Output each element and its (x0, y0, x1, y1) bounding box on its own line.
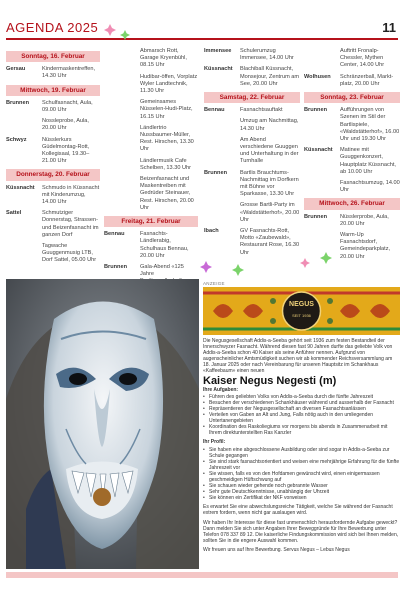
entry-text: Ländlertrio Nussbaumer-Müller, Rest. Hirschen, 13.30 Uhr (140, 124, 194, 153)
entry-text: Am Abend verschiedene Guuggen und Unterhaltung in der Turnhalle (240, 136, 299, 165)
entry-text: Blachiball Küssnacht, Monsejour, Zentrum am See, 20.00 Uhr (240, 66, 300, 87)
agenda-entry (104, 158, 198, 172)
confetti-icon (104, 24, 116, 36)
entry-place (204, 202, 240, 224)
page-title: AGENDA 2025 (6, 20, 99, 35)
entry-place (104, 158, 140, 172)
day-header: Sonntag, 23. Februar (304, 92, 400, 103)
day-header: Donnerstag, 20. Februar (6, 169, 100, 180)
agenda-entry (6, 66, 100, 80)
entry-place (204, 137, 240, 166)
entry-place: Schwyz (6, 136, 27, 143)
agenda-entry (204, 202, 300, 224)
confetti-icon (200, 261, 212, 273)
entry-place (104, 99, 140, 121)
entry-text: Tagwache Guuggenmusig LTB, Dorf Sattel, 05.00 Uhr (42, 243, 97, 264)
agenda-entry (6, 243, 100, 265)
day-header: Sonntag, 16. Februar (6, 51, 100, 62)
list-item: • Sie können ein Zertifikat der NKF vorweisen (203, 495, 400, 501)
entry-text: Matinee mit Guuggenkonzert, Hauptplatz Küssnacht, ab 10.00 Uhr (340, 147, 396, 175)
entry-place: Gersau (6, 66, 26, 73)
agenda-entry (304, 180, 400, 194)
entry-place (6, 243, 42, 265)
entry-place (104, 176, 140, 212)
entry-text: Schmudo in Küssnacht mit Kinderumzug, 14.00 Uhr (42, 184, 100, 206)
page-number: 11 (382, 20, 396, 35)
entry-text: Kindermaskentreffen, 14.30 Uhr (42, 66, 96, 80)
agenda-entry (204, 48, 300, 62)
agenda-entry (6, 118, 100, 132)
agenda-entry (304, 147, 400, 176)
list-item: • Führen des geliebten Volks von Addis-a-Seeba durch die fünfte Jahreszeit (203, 394, 400, 400)
agenda-entry (304, 107, 400, 143)
entry-place: Sattel (6, 210, 22, 217)
ad-headline: Kaiser Negus Negesti (m) (203, 374, 337, 387)
entry-text: Beizenfasnacht und Maskentreiben mit Gedrüder Steinauer, Rest. Hirschen, 20.00 Uhr (140, 176, 194, 211)
agenda-entry (204, 118, 300, 132)
agenda-entry (6, 210, 100, 239)
entry-text: Schulfasnacht, Aula, 09.00 Uhr (42, 99, 93, 114)
ad-offer: Es erwartet Sie eine abwechslungsreiche Tätigkeit, welche Sie während der Fasnacht extrem fordern, wenn nicht gar auslaugen wird. (203, 504, 393, 517)
list-item: • Sehr gute Deutschkenntnisse, unabhängig der Uhrzeit (203, 489, 400, 495)
list-item: • Verteilen von Gaben an Alt und Jung, Falls nötig auch in den umliegenden Untertanengebieten (203, 412, 400, 424)
entry-text: Schränzerball, Markt-platz, 20.00 Uhr (340, 73, 394, 87)
entry-text: Hudibar-öffen, Vorplatz Wyler Landtechnik, 11.30 Uhr (140, 73, 198, 95)
agenda-entry (304, 74, 400, 88)
agenda-column-4 (304, 48, 400, 265)
agenda-entry (304, 232, 400, 261)
agenda-entry (204, 107, 300, 114)
agenda-entry (304, 214, 400, 228)
agenda-entry (204, 228, 300, 257)
entry-text: Abmarsch Rott, Garage Kryenbühl, 08.15 Uhr (140, 48, 187, 69)
entry-place (304, 48, 340, 70)
list-item: • Sie schauen wieder gehende noch gebrannte Wasser (203, 483, 400, 489)
agenda-entry (104, 176, 198, 212)
agenda-entry (104, 231, 198, 260)
carnival-mask-photo (6, 279, 199, 569)
entry-text: Warm-Up Fasnachtsdorf, Gemeindeparkplatz, 20.00 Uhr (340, 232, 391, 260)
ad-label: ANZEIGE (203, 281, 225, 286)
ad-brand: NEGUS (289, 301, 314, 308)
ad-tasks-title: Ihre Aufgaben: (203, 386, 239, 393)
confetti-icon (232, 264, 244, 276)
list-item: • Sie wissen, falls es von den Hofdamen gewünscht wird, einen einigermassen geschmeidigen Hüftschwung auf (203, 471, 400, 483)
agenda-column-1 (6, 48, 100, 269)
agenda-entry (104, 125, 198, 154)
entry-place: Wolhusen (304, 73, 331, 80)
entry-place (304, 180, 340, 194)
ad-closing: Wir freuen uns auf Ihre Bewerbung. Servus Negus – Lebus Negus (203, 546, 350, 553)
agenda-entry (104, 99, 198, 121)
entry-place (104, 48, 140, 70)
entry-text: Gemeinsames Nüsselen-Hudi-Platz, 16.15 Uhr (140, 99, 193, 120)
entry-place: Bennau (104, 231, 125, 238)
entry-place: Brunnen (304, 213, 327, 220)
list-item: • Repräsentieren der Negusgesellschaft an diversen Fasnachtsanlässen (203, 406, 400, 412)
agenda-entry (104, 48, 198, 70)
entry-place: Ibach (204, 228, 219, 235)
entry-text: Nüsslerkurs Güdelmontag-Rott, Kollegisaal, 19.30–21.00 Uhr (42, 136, 90, 165)
entry-place: Bennau (204, 107, 225, 114)
entry-text: GV Fasnachts-Rott, Motto «Zaubewald», Restaurant Rose, 16.30 Uhr (240, 228, 300, 256)
entry-place: Brunnen (104, 264, 127, 271)
ad-profile-list (203, 447, 400, 502)
entry-text: Aufführungen von Szenen im Stil der Bartlispiele, «Waldstätterhof», 16.00 Uhr und 19.30 Uhr (340, 107, 400, 143)
day-header: Samstag, 22. Februar (204, 92, 300, 103)
entry-place: Immensee (204, 48, 232, 54)
ad-since: SEIT 1936 (292, 313, 311, 318)
list-item: • Sie haben eine abgeschlossene Ausbildung oder sind sogar in Addis-a-Seeba zur Schule gegangen (203, 447, 400, 459)
list-item: • Koordination des Raskoliegiums vor morgens bis abends in Zusammenarbeit mit Ihrem direktunterstellten Ras Kanzler (203, 424, 400, 436)
entry-place (104, 125, 140, 154)
entry-place: Küssnacht (204, 66, 233, 73)
day-header: Mittwoch, 19. Februar (6, 85, 100, 96)
header-rule (6, 38, 398, 40)
entry-text: Bartlis Brauchtums-Nachmittag im Dorfkern mit Bühne vor Sparkasse, 13.30 Uhr (240, 169, 299, 198)
entry-text: Umzug am Nachmittag, 14.30 Uhr (240, 118, 299, 132)
agenda-entry (6, 185, 100, 207)
list-item: • Besuchen der verschiedenen Schankhäuser während und ausserhalb der Fasnacht (203, 400, 400, 406)
entry-place: Küssnacht (6, 184, 35, 191)
day-header: Mittwoch, 26. Februar (304, 198, 400, 209)
agenda-entry (304, 48, 400, 70)
entry-text: Fasnachts-Ländlerabig, Schulhaus Bennau, 20.00 Uhr (140, 231, 189, 259)
entry-place (204, 118, 240, 132)
entry-place: Brunnen (6, 99, 29, 106)
mask-illustration (6, 279, 199, 569)
list-item: • Sie sind stark fasnachtsorientiert und weisen eine mehrjährige Erfahrung für die fünfte Jahreszeit vor (203, 459, 400, 471)
entry-place: Küssnacht (304, 147, 333, 154)
agenda-entry (6, 100, 100, 114)
entry-text: Grosse Bartli-Party im «Waldstätterhof», 20.00 Uhr (240, 202, 300, 223)
agenda-column-3 (204, 48, 300, 261)
agenda-entry (104, 74, 198, 96)
day-header: Freitag, 21. Februar (104, 216, 198, 227)
ad-body (203, 338, 400, 553)
agenda-entry (204, 66, 300, 88)
entry-place (304, 232, 340, 261)
entry-place: Brunnen (204, 169, 227, 176)
agenda-entry (6, 137, 100, 166)
entry-text: Fasnachtsauftakt (240, 107, 283, 114)
ad-contact: Wir haben Ihr Interesse für diese fast unmenschlich herausfordernde Aufgabe geweckt? Dann melden Sie sich unter Angaben Ihrer Beweggründe für Ihre Bewerbung unter Telefon 078 337 89 12. Die kaiserliche Findungskommission wird sich bei Ihnen melden, sollten Sie in die engere Auswahl kommen. (203, 519, 399, 544)
entry-text: Fasnachtsumzug, 14.00 Uhr (340, 180, 400, 194)
negus-crest-icon (283, 292, 321, 330)
entry-place (104, 74, 140, 96)
entry-place: Brunnen (304, 107, 327, 114)
ad-banner-art (203, 287, 400, 335)
entry-text: Nüsslerprobe, Aula, 20.00 Uhr (340, 213, 389, 227)
entry-text: Nossleprobe, Aula, 20.00 Uhr (42, 118, 89, 132)
entry-text: Ländlermusik Cafe Schelben, 13.30 Uhr (140, 157, 191, 171)
ad-intro: Die Negusgesellschaft Addis-a-Seeba gehört seit 1936 zum festen Bestandteil der Innerschwyzer Fasnacht. Während diesen fast 90 Jahren durfte das geliebte Volk von Addis-a-Seeba schon 40 Kaiser als seine Anführer nennen. Aufgrund von augenscheinlicher Amtsmüdigkeit suchen wir ab kommender Reichsversammlung am 18. Januar 2025 oder nach Vereinbarung für unseren Hauptsitz im Schankhaus «Kaffeebaum» einen neuen (203, 338, 393, 375)
ad-tasks-list (203, 394, 400, 437)
confetti-icon (120, 30, 130, 40)
entry-text: Gala-Abend «125 Jahre (140, 264, 184, 278)
entry-place (6, 118, 42, 132)
footer-band (6, 572, 398, 578)
entry-text: Schmutziger Donnerstag, Strassen- und Beizenfasnacht im ganzen Dorf (42, 210, 99, 238)
agenda-entry (204, 137, 300, 166)
agenda-entry (204, 170, 300, 199)
entry-text: Schulerumzug Immensee, 14.00 Uhr (240, 48, 294, 62)
ad-profile-title: Ihr Profil: (203, 439, 226, 446)
entry-text: Auftritt Fronalp-Chessler, Mythen Center, 14.00 Uhr (340, 48, 385, 69)
ad-banner (203, 287, 400, 335)
